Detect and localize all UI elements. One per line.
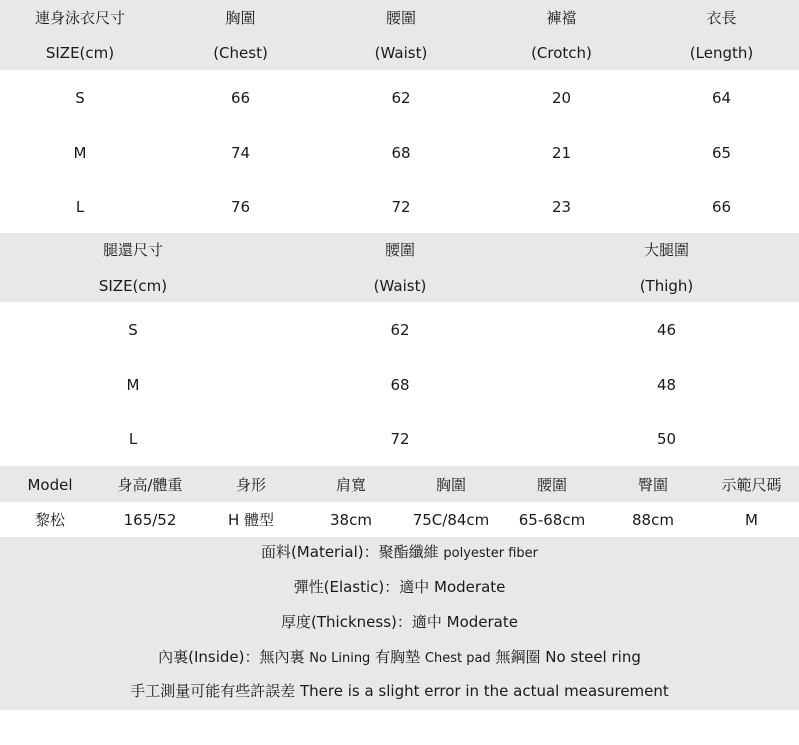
model-header-height-weight: 身高/體重 (117, 475, 183, 494)
model-header-chest: 胸圍 (435, 475, 466, 494)
inside-label: 內裏(Inside)：無內裏 (158, 648, 305, 666)
size-cell: L (128, 429, 138, 448)
model-header-size: 示範尺碼 (721, 475, 782, 494)
table-row (0, 198, 799, 216)
model-body-shape: H 體型 (227, 510, 275, 529)
chest-cell: 76 (230, 197, 251, 216)
length-cell: 65 (711, 143, 732, 162)
thigh-cell: 50 (656, 429, 677, 448)
inside-pad-zh: 有胸墊 (375, 648, 421, 666)
size-cm-label: SIZE(cm) (98, 276, 168, 295)
crotch-cell: 23 (551, 197, 572, 216)
length-cell: 64 (711, 88, 732, 107)
chest-cell: 66 (230, 88, 251, 107)
crotch-cell: 21 (551, 143, 572, 162)
length-header-zh: 衣長 (706, 8, 737, 27)
material-value: polyester fiber (443, 546, 539, 561)
swimsuit-header-zh (0, 9, 799, 27)
crotch-header-en: (Crotch) (531, 43, 592, 62)
waist-header-en: (Waist) (373, 276, 427, 295)
chest-header-zh: 胸圍 (225, 8, 256, 27)
legring-header-en (0, 277, 799, 295)
thigh-cell: 48 (656, 375, 677, 394)
table-row (0, 321, 799, 339)
waist-header-en: (Waist) (374, 43, 428, 62)
material-label: 面料(Material)：聚酯纖維 (260, 543, 439, 561)
waist-cell: 62 (391, 88, 411, 107)
material-note (0, 545, 799, 560)
model-height-weight: 165/52 (123, 510, 177, 529)
waist-cell: 68 (391, 143, 411, 162)
model-header-shoulder: 肩寬 (335, 475, 366, 494)
model-waist: 65-68cm (518, 510, 586, 529)
size-cm-label: SIZE(cm) (45, 43, 115, 62)
waist-cell: 72 (390, 429, 410, 448)
table-row (0, 144, 799, 162)
waist-cell: 68 (390, 375, 410, 394)
model-row (0, 511, 799, 529)
waist-cell: 72 (391, 197, 411, 216)
length-cell: 66 (711, 197, 732, 216)
crotch-header-zh: 褲襠 (546, 8, 577, 27)
table-row (0, 89, 799, 107)
chest-cell: 74 (230, 143, 251, 162)
size-cell: M (126, 375, 140, 394)
size-cell: S (75, 88, 85, 107)
model-shoulder: 38cm (330, 510, 372, 529)
table-row (0, 430, 799, 448)
model-header-name: Model (27, 475, 73, 494)
inside-ring: 無鋼圈 No steel ring (495, 648, 641, 666)
model-header-body-shape: 身形 (235, 475, 266, 494)
length-header-en: (Length) (689, 43, 754, 62)
waist-header-zh: 腰圍 (385, 8, 416, 27)
model-chest: 75C/84cm (412, 510, 490, 529)
table-row (0, 376, 799, 394)
size-cell: S (128, 320, 138, 339)
inside-no-lining: No Lining (309, 651, 371, 666)
waist-cell: 62 (390, 320, 410, 339)
model-header (0, 476, 799, 494)
measurement-error-note: 手工測量可能有些許誤差 There is a slight error in the actual measurement (130, 682, 669, 700)
model-header-waist: 腰圍 (536, 475, 567, 494)
thickness-note: 厚度(Thickness)：適中 Moderate (281, 613, 518, 631)
legring-header-zh (0, 241, 799, 259)
thigh-cell: 46 (656, 320, 677, 339)
crotch-cell: 20 (551, 88, 572, 107)
elastic-note: 彈性(Elastic)：適中 Moderate (293, 578, 506, 596)
model-hip: 88cm (632, 510, 674, 529)
model-name: 黎松 (34, 510, 65, 529)
waist-header-zh: 腰圍 (384, 240, 415, 259)
inside-pad-en: Chest pad (424, 651, 491, 666)
model-size: M (745, 510, 758, 529)
inside-note (0, 650, 799, 665)
swimsuit-header-en (0, 44, 799, 62)
thigh-header-en: (Thigh) (639, 276, 694, 295)
legring-size-title: 腿還尺寸 (102, 240, 163, 259)
thigh-header-zh: 大腿圍 (643, 240, 689, 259)
size-cell: L (75, 197, 85, 216)
chest-header-en: (Chest) (213, 43, 268, 62)
model-header-hip: 臀圍 (637, 475, 668, 494)
size-cell: M (73, 143, 87, 162)
swimsuit-size-title: 連身泳衣尺寸 (34, 8, 125, 27)
